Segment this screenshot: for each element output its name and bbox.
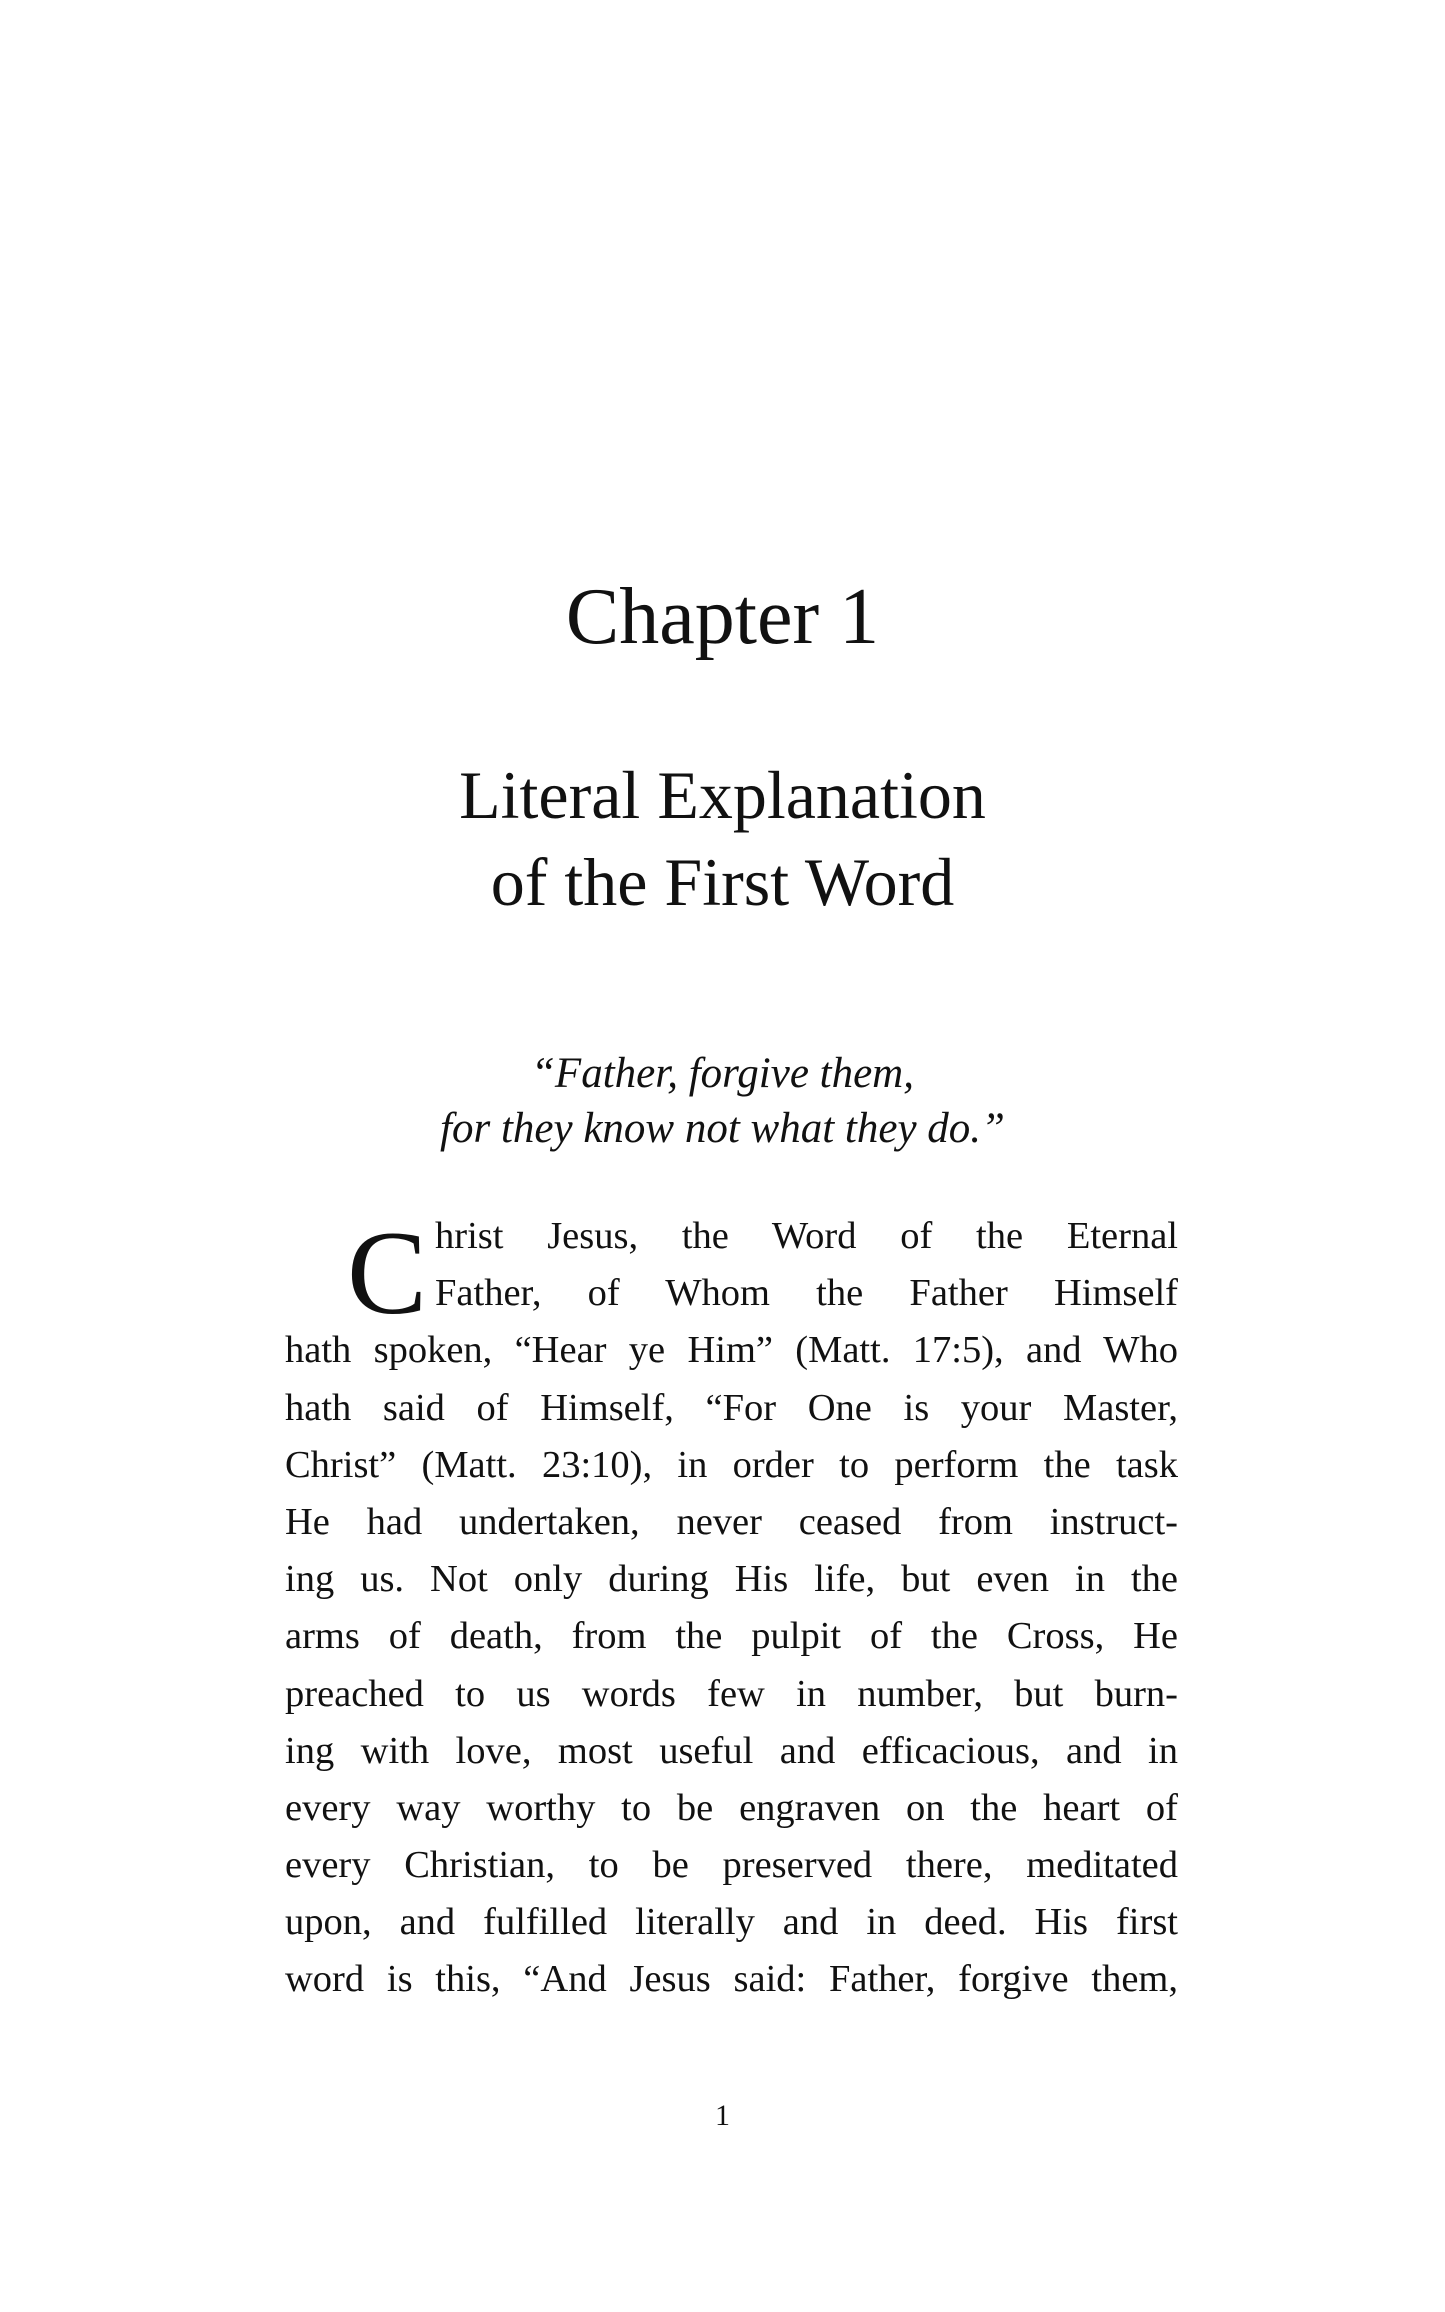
body-line: every way worthy to be engraven on the heart of: [285, 1786, 1178, 1829]
body-line: arms of death, from the pulpit of the Cross, He: [285, 1615, 1178, 1658]
chapter-title-line: of the First Word: [490, 844, 955, 920]
body-line: ing with love, most useful and efficacious, and in: [285, 1729, 1178, 1772]
drop-cap: C: [347, 1206, 428, 1339]
body-line: Christ” (Matt. 23:10), in order to perform the task: [285, 1443, 1178, 1486]
body-line: hrist Jesus, the Word of the Eternal: [435, 1215, 1178, 1257]
epigraph-line: “Father, forgive them,: [531, 1050, 914, 1097]
body-line: Father, of Whom the Father Himself: [435, 1272, 1178, 1315]
chapter-title: [0, 752, 1445, 926]
body-paragraph: [285, 1208, 1178, 2009]
body-line: He had undertaken, never ceased from instruct-: [285, 1500, 1178, 1543]
epigraph: [0, 1046, 1445, 1156]
body-line: hath spoken, “Hear ye Him” (Matt. 17:5), and Who: [285, 1329, 1178, 1372]
page-number: 1: [715, 2099, 730, 2132]
body-line: upon, and fulfilled literally and in deed. His first: [285, 1901, 1178, 1944]
epigraph-line: for they know not what they do.”: [440, 1105, 1005, 1152]
body-line: hath said of Himself, “For One is your Master,: [285, 1386, 1178, 1429]
body-line: preached to us words few in number, but burn-: [285, 1672, 1178, 1715]
body-line: every Christian, to be preserved there, meditated: [285, 1844, 1178, 1887]
body-line: ing us. Not only during His life, but even in the: [285, 1558, 1178, 1601]
chapter-title-line: Literal Explanation: [459, 757, 986, 833]
chapter-label: Chapter 1: [565, 573, 880, 661]
body-line: word is this, “And Jesus said: Father, forgive them,: [285, 1958, 1178, 2001]
